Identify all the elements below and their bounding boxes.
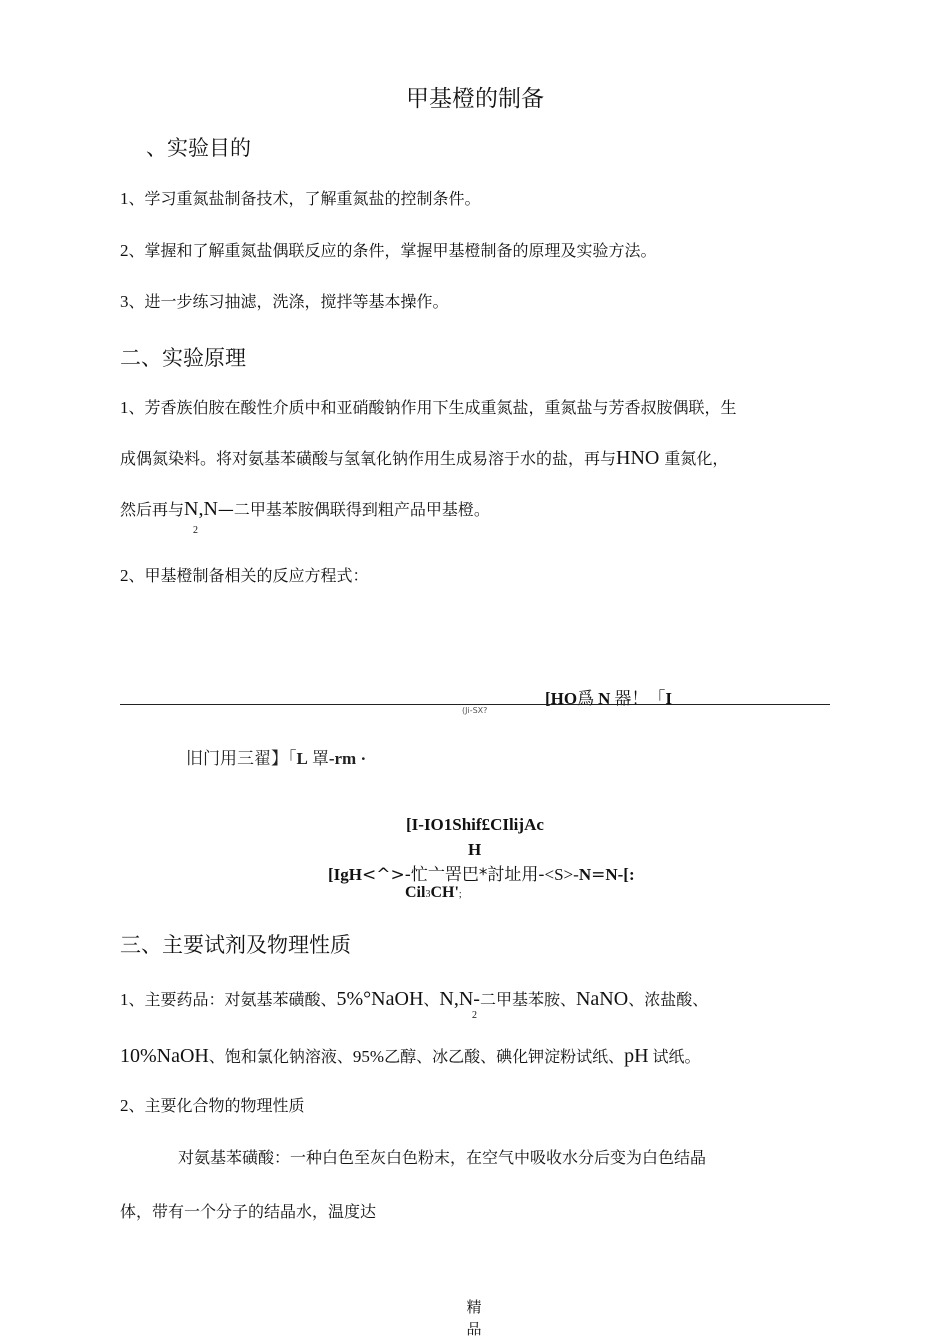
paragraph-text: 试纸。 — [652, 1047, 701, 1066]
item-number: 1 — [120, 990, 129, 1009]
reaction-divider — [120, 704, 830, 705]
paragraph-text: 、浓盐酸、 — [628, 990, 709, 1009]
paragraph-text: 、主要化合物的物理性质 — [128, 1096, 305, 1115]
formula: 10%NaOH — [120, 1045, 209, 1067]
formula: N,N — [184, 498, 218, 520]
paragraph-text: —二甲基苯胺偶联得到粗产品甲基橙。 — [217, 500, 490, 519]
formula: 95% — [352, 1047, 385, 1066]
reaction-fragment: Cil — [405, 884, 426, 901]
formula: HNO — [616, 447, 660, 469]
reaction-line: [I-IO1Shif£CIlijAc — [406, 815, 544, 834]
reaction-fragment: I — [665, 689, 673, 708]
subscript: 2 — [193, 525, 198, 536]
item-number: 1 — [120, 189, 129, 208]
paragraph-line — [120, 446, 728, 470]
formula: N,N- — [439, 988, 480, 1010]
page-title: 甲基橙的制备 — [406, 86, 544, 112]
paragraph-text: 然后再与 — [120, 500, 185, 519]
item-text: 、进一步练习抽滤，洗涤，搅拌等基本操作。 — [128, 292, 449, 311]
item-text: 、掌握和了解重氮盐偶联反应的条件，掌握甲基橙制备的原理及实验方法。 — [128, 241, 657, 260]
section-heading-principle: 二、实验原理 — [120, 346, 246, 370]
formula: pH — [624, 1045, 649, 1067]
section-heading-objectives: 、实验目的 — [146, 136, 251, 160]
reaction-fragment: = — [591, 865, 606, 885]
paragraph-text: 、甲基橙制备相关的反应方程式： — [128, 566, 369, 585]
reaction-fragment: CH' — [430, 884, 459, 901]
item-number: 2 — [120, 1096, 129, 1115]
item-number: 2 — [120, 241, 129, 260]
reaction-fragment: L — [296, 749, 308, 768]
reaction-fragment: <S>- — [544, 865, 579, 884]
item-number: 1 — [120, 398, 129, 417]
item-number: 3 — [120, 292, 129, 311]
reaction-fragment: [HO — [545, 689, 578, 708]
paragraph-text: 、主要药品：对氨基苯磺酸、 — [128, 990, 337, 1009]
list-item — [120, 289, 449, 312]
paragraph-text: 、饱和氯化钠溶液、 — [208, 1047, 353, 1066]
paragraph-line — [120, 497, 490, 521]
reaction-fragment: N-[: — [605, 865, 635, 884]
subscript: 2 — [472, 1010, 477, 1021]
reaction-line — [186, 744, 366, 769]
formula: NaNO — [575, 988, 629, 1010]
reaction-small-label: (Ji-SX? — [462, 706, 488, 715]
paragraph-line: 对氨基苯磺酸：一种白色至灰白色粉末，在空气中吸收水分后变为白色结晶 — [178, 1148, 707, 1167]
paragraph-line: 体，带有一个分子的结晶水，温度达 — [120, 1202, 377, 1221]
paragraph-text: 、 — [423, 990, 440, 1009]
reaction-fragment: -rm · — [328, 749, 367, 768]
paragraph-line — [120, 1093, 305, 1116]
reaction-line — [405, 882, 462, 902]
reaction-fragment: [IgH — [328, 865, 362, 884]
paragraph-text: 重氮化， — [664, 449, 729, 468]
paragraph-line — [120, 1044, 701, 1068]
paragraph-text: 、芳香族伯胺在酸性介质中和亚硝酸钠作用下生成重氮盐，重氮盐与芳香叔胺偶联，生 — [128, 398, 737, 417]
paragraph-text: 成偶氮染料。将对氨基苯磺酸与氢氧化钠作用生成易溶于水的盐，再与 — [120, 449, 617, 468]
paragraph-line — [120, 395, 737, 418]
reaction-line — [545, 684, 672, 709]
paragraph-text: 乙醇、冰乙酸、碘化钾淀粉试纸、 — [384, 1047, 625, 1066]
reaction-fragment: 罩 — [311, 749, 329, 769]
reaction-fragment: 旧门用三翟】「 — [186, 749, 297, 769]
formula: 5%°NaOH — [336, 988, 424, 1010]
reaction-fragment: <^>-忙亠罟巴*討址用- — [362, 865, 545, 885]
reaction-fragment: N — [578, 865, 592, 884]
item-number: 2 — [120, 566, 129, 585]
reaction-line — [328, 860, 635, 885]
reaction-line: H — [468, 840, 482, 859]
reaction-fragment: ; — [458, 889, 462, 900]
list-item — [120, 186, 481, 209]
page-footer: 精品 — [466, 1298, 482, 1338]
reaction-fragment: 爲 — [577, 689, 595, 709]
section-heading-reagents: 三、主要试剂及物理性质 — [120, 933, 351, 957]
reaction-fragment: 器！「 — [614, 689, 666, 709]
item-text: 、学习重氮盐制备技术，了解重氮盐的控制条件。 — [128, 189, 481, 208]
paragraph-line — [120, 563, 369, 586]
reaction-fragment: N — [598, 689, 611, 708]
list-item — [120, 238, 657, 261]
subscript: 3 — [425, 889, 431, 900]
paragraph-line — [120, 987, 708, 1011]
paragraph-text: 二甲基苯胺、 — [479, 990, 576, 1009]
